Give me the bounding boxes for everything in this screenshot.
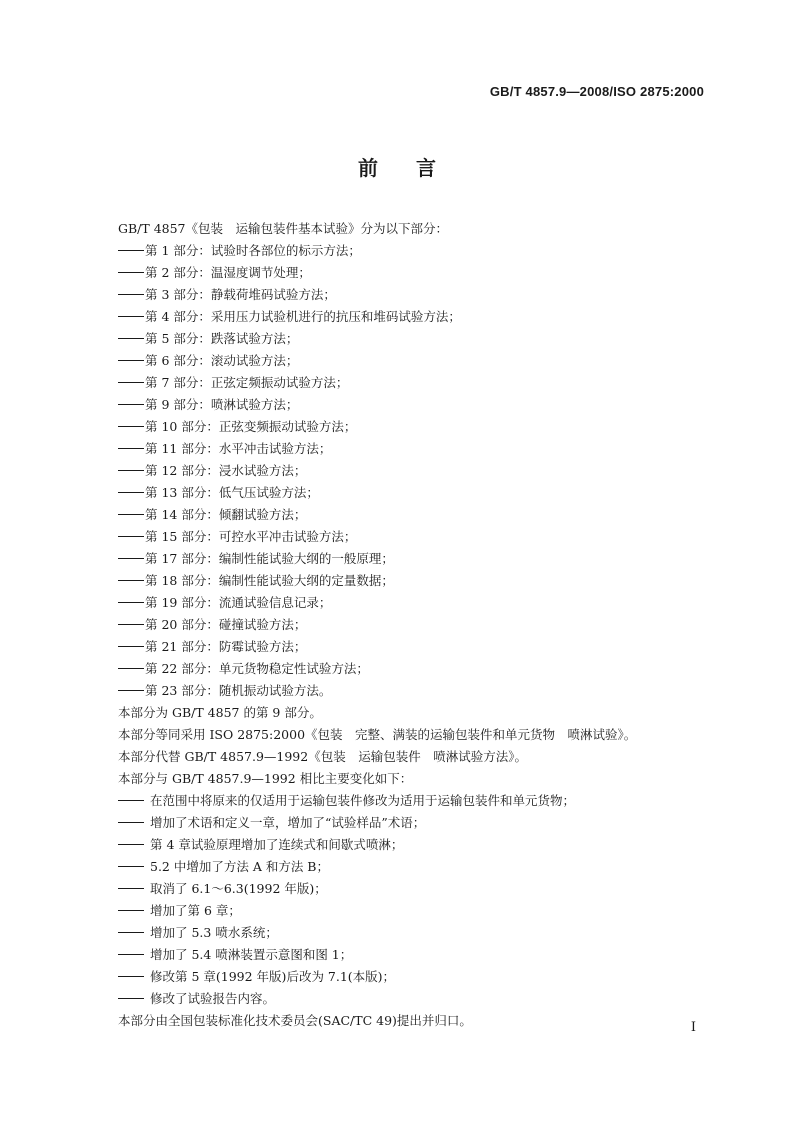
- statements-list: [118, 702, 718, 790]
- part-item-text: 第 21 部分：防霉试验方法；: [145, 639, 307, 654]
- em-dash-marker: [118, 844, 144, 845]
- part-item-text: 第 12 部分：浸水试验方法；: [145, 463, 307, 478]
- change-item: [118, 988, 718, 1010]
- em-dash-marker: [118, 294, 144, 295]
- em-dash-marker: [118, 888, 144, 889]
- change-item: [118, 790, 718, 812]
- part-item: [118, 306, 718, 328]
- part-item-text: 第 20 部分：碰撞试验方法；: [145, 617, 307, 632]
- part-item: [118, 262, 718, 284]
- em-dash-marker: [118, 580, 144, 581]
- statement-line-text: 本部分等同采用 ISO 2875:2000《包装 完整、满装的运输包装件和单元货物 喷淋试验》。: [118, 727, 637, 742]
- intro-line: GB/T 4857《包装 运输包装件基本试验》分为以下部分：: [118, 221, 449, 236]
- change-item-text: 增加了第 6 章；: [150, 903, 241, 918]
- part-item-text: 第 19 部分：流通试验信息记录；: [145, 595, 332, 610]
- part-item: [118, 658, 718, 680]
- statement-line: [118, 702, 718, 724]
- statement-line: [118, 746, 718, 768]
- em-dash-marker: [118, 338, 144, 339]
- statement-line: [118, 724, 718, 746]
- standard-code-header: GB/T 4857.9—2008/ISO 2875:2000: [489, 84, 704, 99]
- em-dash-marker: [118, 316, 144, 317]
- em-dash-marker: [118, 448, 144, 449]
- statement-line-text: 本部分与 GB/T 4857.9—1992 相比主要变化如下：: [118, 771, 413, 786]
- em-dash-marker: [118, 272, 144, 273]
- em-dash-marker: [118, 668, 144, 669]
- change-item: [118, 900, 718, 922]
- part-item-text: 第 14 部分：倾翻试验方法；: [145, 507, 307, 522]
- statement-line-text: 本部分为 GB/T 4857 的第 9 部分。: [118, 705, 322, 720]
- change-item: [118, 966, 718, 988]
- change-item: [118, 944, 718, 966]
- part-item-text: 第 10 部分：正弦变频振动试验方法；: [145, 419, 357, 434]
- page-title: 前言: [358, 156, 474, 180]
- change-item-text: 取消了 6.1～6.3(1992 年版)；: [150, 881, 327, 896]
- em-dash-marker: [118, 360, 144, 361]
- page-number: I: [690, 1020, 696, 1035]
- part-item-text: 第 15 部分：可控水平冲击试验方法；: [145, 529, 357, 544]
- em-dash-marker: [118, 602, 144, 603]
- change-item-text: 在范围中将原来的仅适用于运输包装件修改为适用于运输包装件和单元货物；: [150, 793, 576, 808]
- part-item-text: 第 2 部分：温湿度调节处理；: [145, 265, 311, 280]
- part-item-text: 第 5 部分：跌落试验方法；: [145, 331, 299, 346]
- part-item-text: 第 23 部分：随机振动试验方法。: [145, 683, 332, 698]
- part-item: [118, 636, 718, 658]
- change-item-text: 第 4 章试验原理增加了连续式和间歇式喷淋；: [150, 837, 404, 852]
- part-item: [118, 592, 718, 614]
- em-dash-marker: [118, 910, 144, 911]
- part-item-text: 第 18 部分：编制性能试验大纲的定量数据；: [145, 573, 394, 588]
- change-item: [118, 856, 718, 878]
- closing-line: 本部分由全国包装标准化技术委员会(SAC/TC 49)提出并归口。: [118, 1013, 472, 1028]
- change-item: [118, 812, 718, 834]
- document-body: [118, 218, 718, 1032]
- em-dash-marker: [118, 492, 144, 493]
- part-item: [118, 614, 718, 636]
- part-item: [118, 350, 718, 372]
- change-item-text: 增加了术语和定义一章，增加了“试验样品”术语；: [150, 815, 426, 830]
- em-dash-marker: [118, 470, 144, 471]
- em-dash-marker: [118, 822, 144, 823]
- part-item-text: 第 7 部分：正弦定频振动试验方法；: [145, 375, 349, 390]
- em-dash-marker: [118, 558, 144, 559]
- part-item-text: 第 9 部分：喷淋试验方法；: [145, 397, 299, 412]
- part-item: [118, 438, 718, 460]
- changes-list: [118, 790, 718, 1010]
- part-item: [118, 416, 718, 438]
- part-item: [118, 504, 718, 526]
- change-item: [118, 922, 718, 944]
- change-item-text: 增加了 5.4 喷淋装置示意图和图 1；: [150, 947, 353, 962]
- part-item-text: 第 17 部分：编制性能试验大纲的一般原理；: [145, 551, 394, 566]
- part-item: [118, 570, 718, 592]
- em-dash-marker: [118, 932, 144, 933]
- part-item: [118, 372, 718, 394]
- change-item: [118, 878, 718, 900]
- part-item: [118, 526, 718, 548]
- part-item-text: 第 13 部分：低气压试验方法；: [145, 485, 319, 500]
- em-dash-marker: [118, 976, 144, 977]
- part-item-text: 第 3 部分：静载荷堆码试验方法；: [145, 287, 336, 302]
- em-dash-marker: [118, 646, 144, 647]
- em-dash-marker: [118, 800, 144, 801]
- part-item-text: 第 11 部分：水平冲击试验方法；: [145, 441, 332, 456]
- part-item: [118, 240, 718, 262]
- em-dash-marker: [118, 404, 144, 405]
- statement-line-text: 本部分代替 GB/T 4857.9—1992《包装 运输包装件 喷淋试验方法》。: [118, 749, 527, 764]
- em-dash-marker: [118, 866, 144, 867]
- em-dash-marker: [118, 624, 144, 625]
- part-item: [118, 394, 718, 416]
- part-item: [118, 284, 718, 306]
- part-item-text: 第 22 部分：单元货物稳定性试验方法；: [145, 661, 369, 676]
- part-item-text: 第 6 部分：滚动试验方法；: [145, 353, 299, 368]
- change-item: [118, 834, 718, 856]
- part-item: [118, 680, 718, 702]
- part-item: [118, 328, 718, 350]
- parts-list: [118, 240, 718, 702]
- em-dash-marker: [118, 690, 144, 691]
- change-item-text: 增加了 5.3 喷水系统；: [150, 925, 278, 940]
- change-item-text: 修改了试验报告内容。: [150, 991, 276, 1006]
- part-item: [118, 482, 718, 504]
- statement-line: [118, 768, 718, 790]
- em-dash-marker: [118, 382, 144, 383]
- part-item: [118, 548, 718, 570]
- part-item: [118, 460, 718, 482]
- change-item-text: 5.2 中增加了方法 A 和方法 B；: [150, 859, 329, 874]
- em-dash-marker: [118, 514, 144, 515]
- em-dash-marker: [118, 536, 144, 537]
- em-dash-marker: [118, 250, 144, 251]
- em-dash-marker: [118, 426, 144, 427]
- em-dash-marker: [118, 954, 144, 955]
- part-item-text: 第 1 部分：试验时各部位的标示方法；: [145, 243, 361, 258]
- em-dash-marker: [118, 998, 144, 999]
- part-item-text: 第 4 部分：采用压力试验机进行的抗压和堆码试验方法；: [145, 309, 461, 324]
- change-item-text: 修改第 5 章(1992 年版)后改为 7.1(本版)；: [150, 969, 396, 984]
